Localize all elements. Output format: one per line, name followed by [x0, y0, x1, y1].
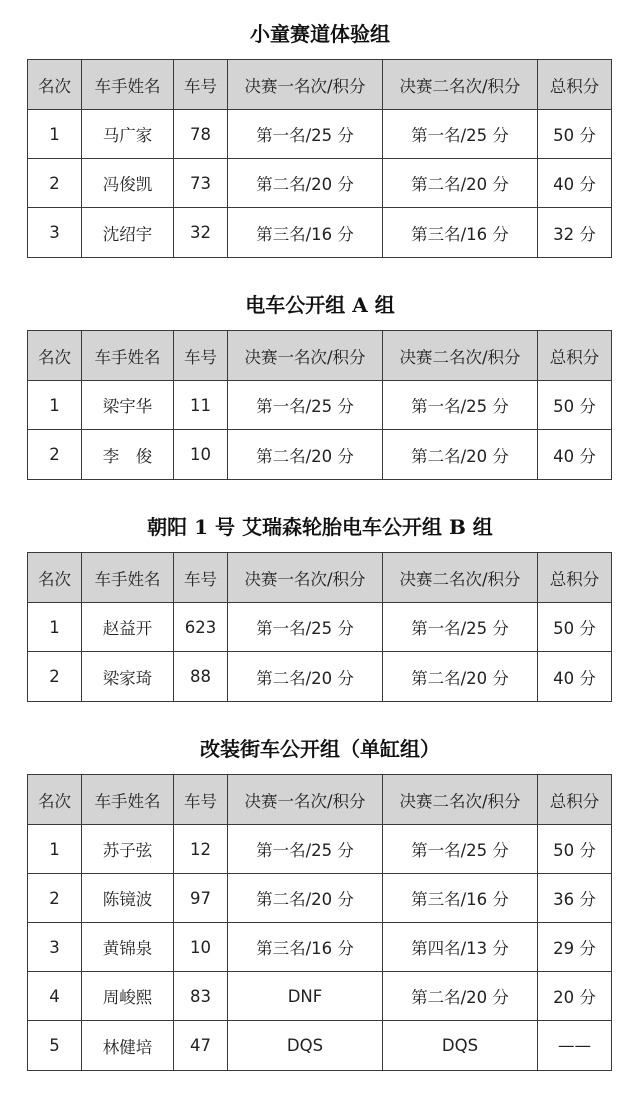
cell-final-1: 第三名/16 分	[228, 923, 383, 972]
table-row	[28, 825, 612, 874]
cell-driver-name: 赵益开	[82, 603, 174, 652]
header-total-points: 总积分	[538, 553, 612, 603]
cell-total-points: 40 分	[538, 430, 612, 480]
cell-car-number: 88	[174, 652, 228, 702]
header-rank: 名次	[28, 553, 82, 603]
group-title: 小童赛道体验组	[250, 22, 390, 46]
header-final-2: 决赛二名次/积分	[383, 331, 538, 381]
cell-total-points: 20 分	[538, 972, 612, 1021]
table-row	[28, 1021, 612, 1071]
cell-car-number: 10	[174, 430, 228, 480]
table-row	[28, 874, 612, 923]
cell-car-number: 83	[174, 972, 228, 1021]
cell-car-number: 10	[174, 923, 228, 972]
header-rank: 名次	[28, 775, 82, 825]
cell-driver-name: 马广家	[82, 110, 174, 159]
cell-driver-name: 沈绍宇	[82, 208, 174, 258]
cell-final-1: 第二名/20 分	[228, 652, 383, 702]
header-driver-name: 车手姓名	[82, 553, 174, 603]
header-car-number: 车号	[174, 331, 228, 381]
cell-final-2: 第三名/16 分	[383, 874, 538, 923]
cell-driver-name: 梁家琦	[82, 652, 174, 702]
cell-total-points: 50 分	[538, 603, 612, 652]
table-header-row	[28, 775, 612, 825]
header-car-number: 车号	[174, 553, 228, 603]
cell-rank: 3	[28, 923, 82, 972]
header-final-2: 决赛二名次/积分	[383, 60, 538, 110]
cell-final-2: 第一名/25 分	[383, 603, 538, 652]
table-row	[28, 110, 612, 159]
cell-rank: 2	[28, 159, 82, 208]
cell-total-points: 50 分	[538, 381, 612, 430]
cell-total-points: 29 分	[538, 923, 612, 972]
cell-driver-name: 苏子弦	[82, 825, 174, 874]
header-car-number: 车号	[174, 60, 228, 110]
cell-rank: 5	[28, 1021, 82, 1071]
cell-final-2: 第一名/25 分	[383, 110, 538, 159]
results-table	[27, 774, 612, 1071]
cell-final-2: 第四名/13 分	[383, 923, 538, 972]
table-row	[28, 972, 612, 1021]
cell-rank: 2	[28, 430, 82, 480]
group-title: 朝阳 1 号 艾瑞森轮胎电车公开组 B 组	[147, 515, 493, 539]
table-row	[28, 208, 612, 258]
table-row	[28, 381, 612, 430]
cell-total-points: 40 分	[538, 652, 612, 702]
cell-rank: 3	[28, 208, 82, 258]
cell-final-1: 第一名/25 分	[228, 603, 383, 652]
cell-final-2: 第二名/20 分	[383, 159, 538, 208]
cell-driver-name: 冯俊凯	[82, 159, 174, 208]
cell-car-number: 47	[174, 1021, 228, 1071]
cell-car-number: 78	[174, 110, 228, 159]
table-header-row	[28, 60, 612, 110]
cell-car-number: 32	[174, 208, 228, 258]
cell-driver-name: 李 俊	[82, 430, 174, 480]
cell-rank: 1	[28, 110, 82, 159]
cell-car-number: 73	[174, 159, 228, 208]
cell-final-2: 第三名/16 分	[383, 208, 538, 258]
cell-final-2: 第二名/20 分	[383, 430, 538, 480]
cell-total-points: 50 分	[538, 825, 612, 874]
header-driver-name: 车手姓名	[82, 60, 174, 110]
cell-final-1: 第一名/25 分	[228, 825, 383, 874]
table-header-row	[28, 553, 612, 603]
cell-driver-name: 林健培	[82, 1021, 174, 1071]
results-table	[27, 330, 612, 480]
cell-final-1: 第三名/16 分	[228, 208, 383, 258]
table-header-row	[28, 331, 612, 381]
cell-final-1: DNF	[228, 972, 383, 1021]
cell-car-number: 623	[174, 603, 228, 652]
header-final-1: 决赛一名次/积分	[228, 553, 383, 603]
cell-car-number: 97	[174, 874, 228, 923]
group-title: 改装街车公开组（单缸组）	[200, 737, 440, 761]
header-rank: 名次	[28, 331, 82, 381]
header-rank: 名次	[28, 60, 82, 110]
cell-driver-name: 陈镜波	[82, 874, 174, 923]
cell-rank: 1	[28, 825, 82, 874]
cell-final-1: 第一名/25 分	[228, 110, 383, 159]
cell-final-2: 第二名/20 分	[383, 972, 538, 1021]
cell-car-number: 11	[174, 381, 228, 430]
header-total-points: 总积分	[538, 775, 612, 825]
cell-rank: 1	[28, 381, 82, 430]
cell-final-2: 第一名/25 分	[383, 381, 538, 430]
cell-final-2: DQS	[383, 1021, 538, 1071]
cell-car-number: 12	[174, 825, 228, 874]
cell-final-1: DQS	[228, 1021, 383, 1071]
cell-total-points: 36 分	[538, 874, 612, 923]
cell-rank: 4	[28, 972, 82, 1021]
cell-total-points: 32 分	[538, 208, 612, 258]
cell-driver-name: 周峻熙	[82, 972, 174, 1021]
cell-rank: 2	[28, 874, 82, 923]
header-driver-name: 车手姓名	[82, 775, 174, 825]
table-row	[28, 603, 612, 652]
cell-final-1: 第一名/25 分	[228, 381, 383, 430]
table-row	[28, 652, 612, 702]
cell-final-2: 第二名/20 分	[383, 652, 538, 702]
table-row	[28, 430, 612, 480]
header-car-number: 车号	[174, 775, 228, 825]
cell-driver-name: 黄锦泉	[82, 923, 174, 972]
header-final-1: 决赛一名次/积分	[228, 775, 383, 825]
header-final-2: 决赛二名次/积分	[383, 775, 538, 825]
cell-final-2: 第一名/25 分	[383, 825, 538, 874]
cell-total-points: 40 分	[538, 159, 612, 208]
header-final-1: 决赛一名次/积分	[228, 60, 383, 110]
cell-final-1: 第二名/20 分	[228, 430, 383, 480]
cell-total-points: 50 分	[538, 110, 612, 159]
group-title: 电车公开组 A 组	[245, 293, 395, 317]
cell-total-points: ——	[538, 1021, 612, 1071]
results-table	[27, 552, 612, 702]
header-driver-name: 车手姓名	[82, 331, 174, 381]
cell-rank: 1	[28, 603, 82, 652]
table-row	[28, 923, 612, 972]
header-total-points: 总积分	[538, 331, 612, 381]
header-final-2: 决赛二名次/积分	[383, 553, 538, 603]
results-table	[27, 59, 612, 258]
header-total-points: 总积分	[538, 60, 612, 110]
cell-final-1: 第二名/20 分	[228, 159, 383, 208]
cell-driver-name: 梁宇华	[82, 381, 174, 430]
cell-final-1: 第二名/20 分	[228, 874, 383, 923]
cell-rank: 2	[28, 652, 82, 702]
table-row	[28, 159, 612, 208]
header-final-1: 决赛一名次/积分	[228, 331, 383, 381]
